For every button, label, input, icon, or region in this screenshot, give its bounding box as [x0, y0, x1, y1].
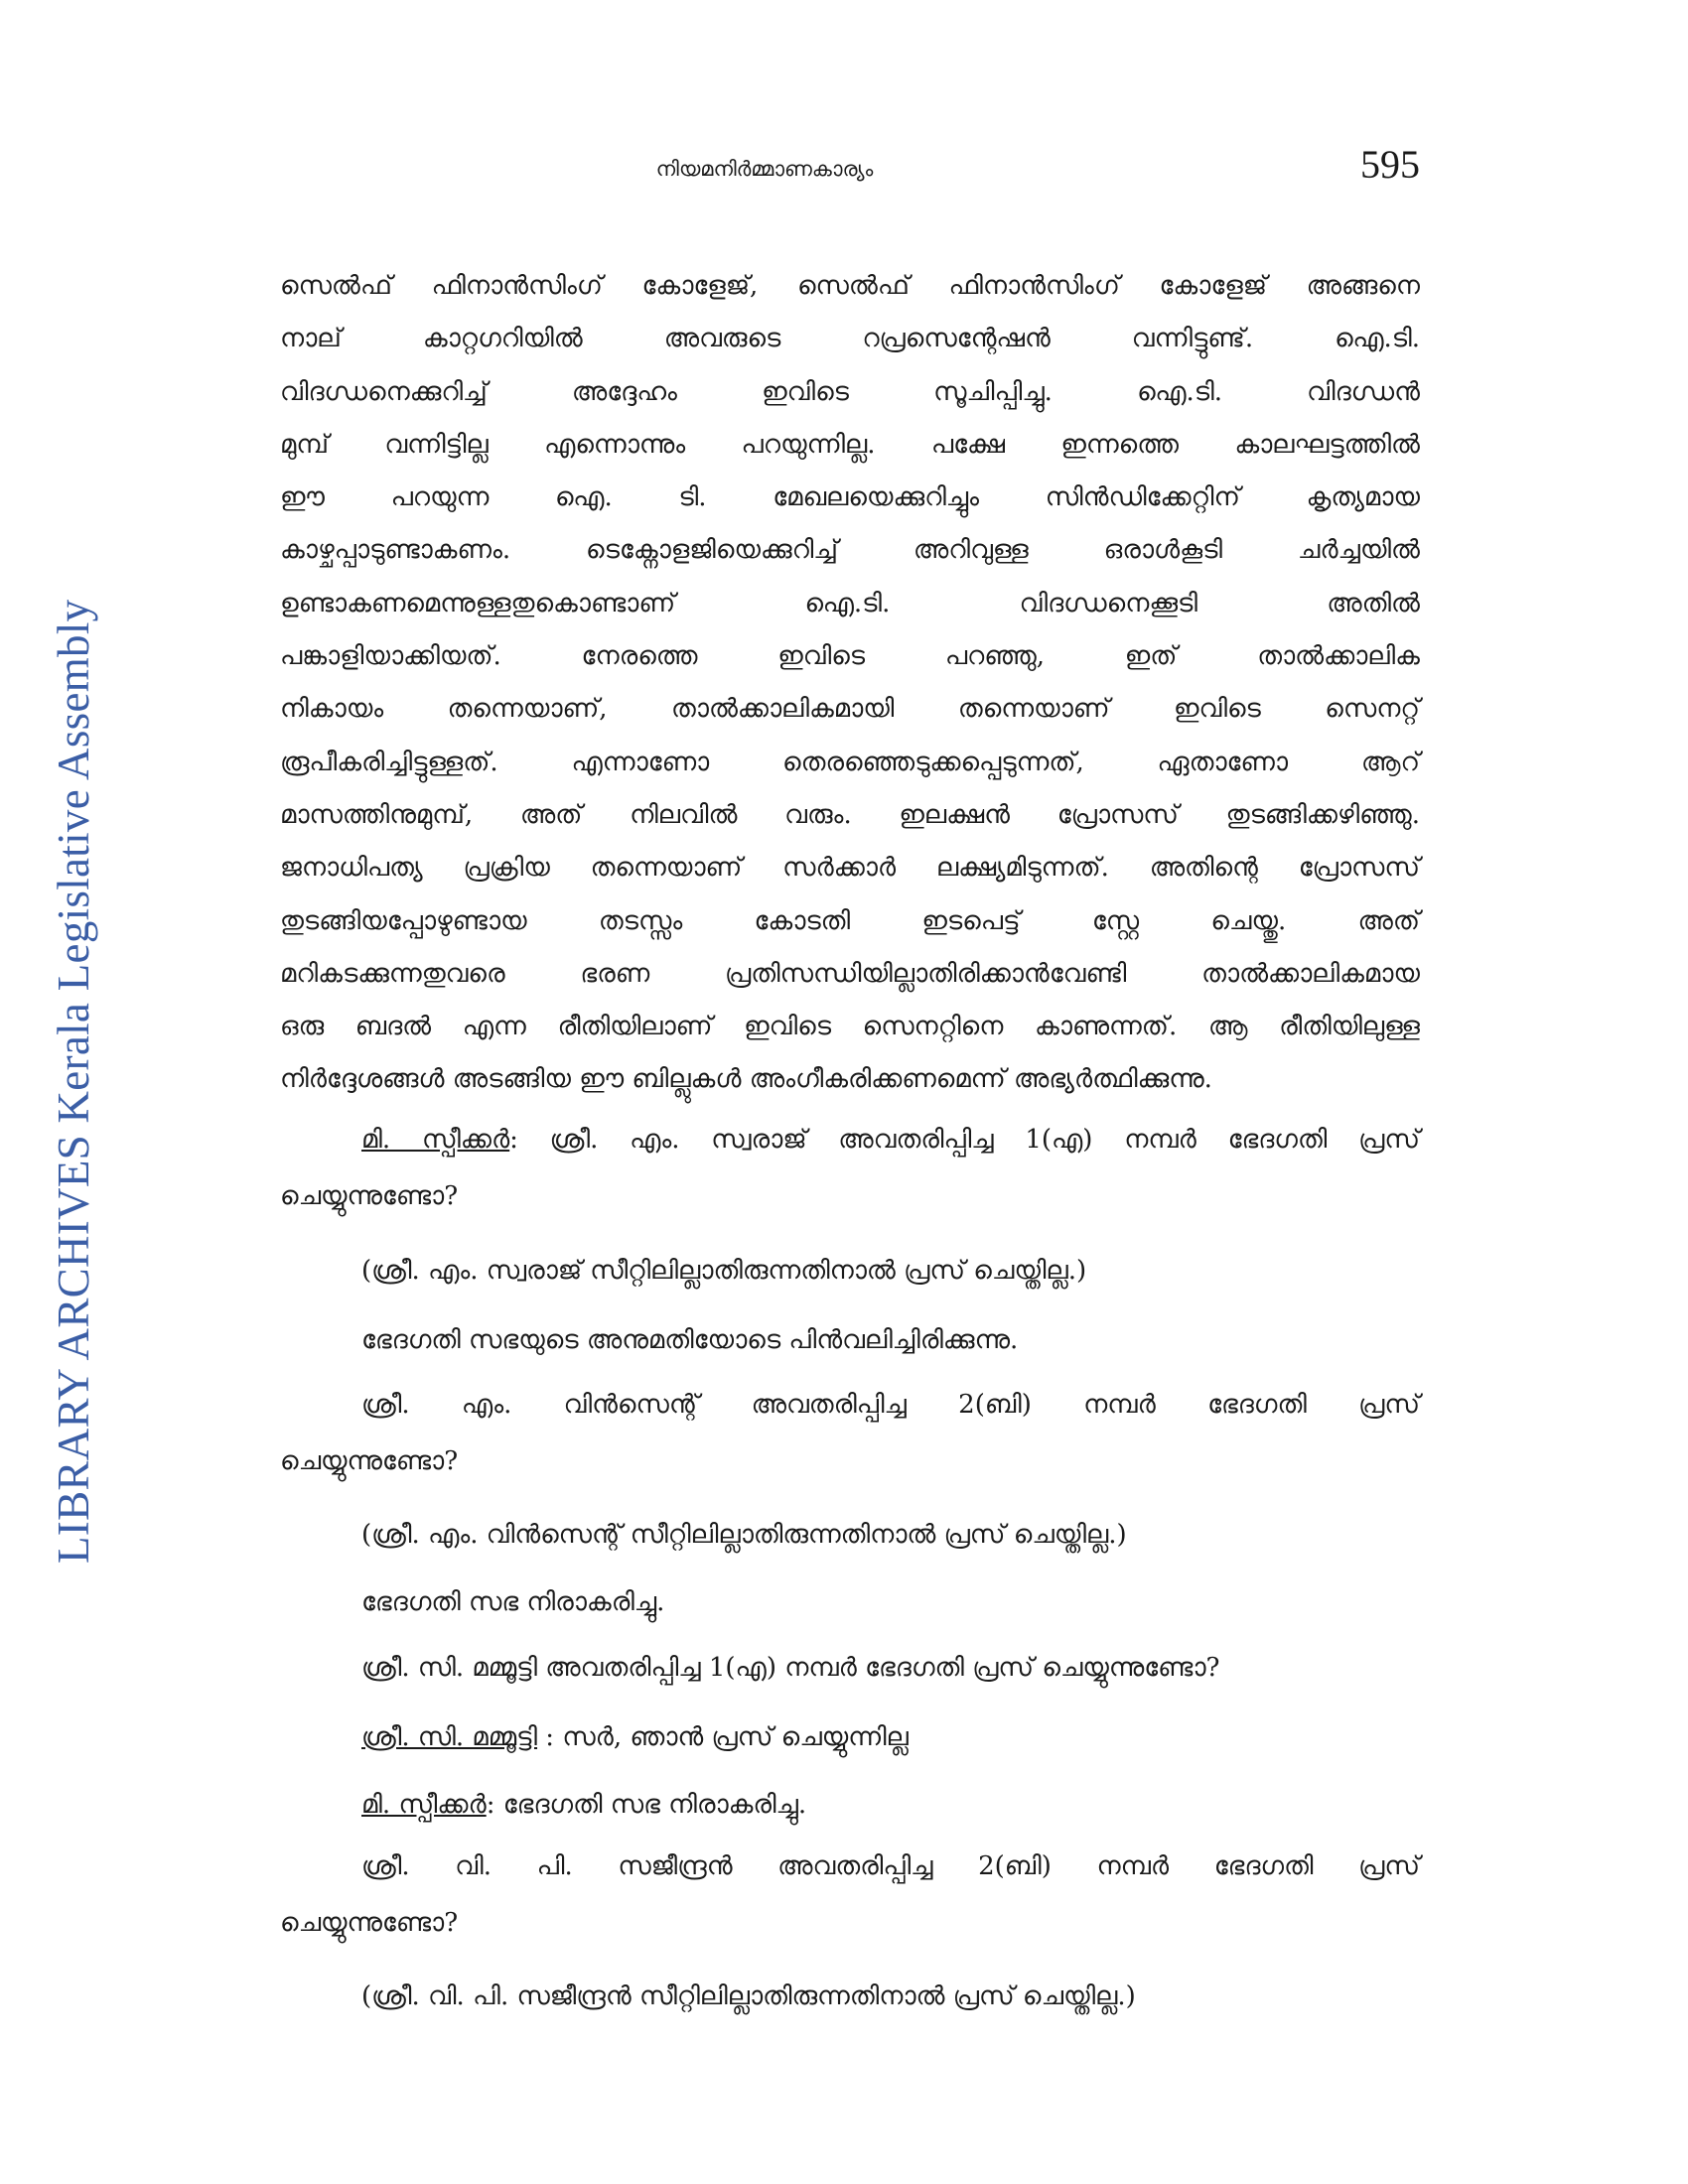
archive-watermark: LIBRARY ARCHIVES Kerala Legislative Assembly	[49, 599, 98, 1564]
note-text: (ശ്രീ. എം. സ്വരാജ് സീറ്റിലില്ലാതിരുന്നതിനാൽ പ്രസ് ചെയ്തില്ല.)	[361, 1256, 1087, 1286]
question-line-end: ചെയ്യുന്നുണ്ടോ?	[280, 1908, 459, 1938]
paragraph-line: സെൽഫ് ഫിനാൻസിംഗ് കോളേജ്, സെൽഫ് ഫിനാൻസിംഗ് കോളേജ് അങ്ങനെ	[280, 271, 1420, 301]
paragraph-line: പങ്കാളിയാക്കിയത്. നേരത്തെ ഇവിടെ പറഞ്ഞു, ഇത് താൽക്കാലിക	[280, 641, 1420, 672]
question-line: ശ്രീ. സി. മമ്മൂട്ടി അവതരിപ്പിച്ച 1(എ) നമ്പർ ഭേദഗതി പ്രസ് ചെയ്യുന്നുണ്ടോ?	[361, 1653, 1220, 1683]
speaker-ruling	[280, 1777, 1420, 1834]
note-text: (ശ്രീ. എം. വിൻസെന്റ് സീറ്റിലില്ലാതിരുന്നതിനാൽ പ്രസ് ചെയ്തില്ല.)	[361, 1520, 1127, 1550]
member-response	[280, 1709, 1420, 1766]
result-rejected-1	[280, 1574, 1420, 1631]
paragraph-line: മാസത്തിനുമുമ്പ്, അത് നിലവിൽ വരും. ഇലക്ഷൻ പ്രോസസ് തുടങ്ങിക്കഴിഞ്ഞു.	[280, 799, 1420, 830]
page-header-title: നിയമനിർമ്മാണകാര്യം	[655, 157, 874, 181]
response-text: : സർ, ഞാൻ പ്രസ് ചെയ്യുന്നില്ല	[537, 1722, 909, 1752]
paragraph-line: മുമ്പ് വന്നിട്ടില്ല എന്നൊന്നും പറയുന്നില്ല. പക്ഷേ ഇന്നത്തെ കാലഘട്ടത്തിൽ	[280, 429, 1420, 460]
paragraph-line: തുടങ്ങിയപ്പോഴുണ്ടായ തടസ്സം കോടതി ഇടപെട്ട് സ്റ്റേ ചെയ്തു. അത്	[280, 905, 1420, 936]
result-withdrawn	[280, 1312, 1420, 1369]
speaker-name: മി. സ്പീക്കർ	[361, 1125, 510, 1155]
response-line	[280, 1709, 1420, 1766]
note-not-pressed-1	[280, 1243, 1420, 1299]
paragraph-line: നാല് കാറ്റഗറിയിൽ അവരുടെ റപ്രസെന്റേഷൻ വന്നിട്ടുണ്ട്. ഐ.ടി.	[280, 324, 1420, 354]
paragraph-line: നിർദ്ദേശങ്ങൾ അടങ്ങിയ ഈ ബില്ലുകൾ അംഗീകരിക്കണമെന്ന് അഭ്യർത്ഥിക്കുന്നു.	[280, 1064, 1212, 1095]
question-line-end: ചെയ്യുന്നുണ്ടോ?	[280, 1181, 459, 1211]
note-not-pressed-2	[280, 1507, 1420, 1564]
question-line	[280, 1112, 1420, 1168]
result-text: ഭേദഗതി സഭയുടെ അനുമതിയോടെ പിൻവലിച്ചിരിക്കുന്നു.	[361, 1325, 1019, 1355]
paragraph-line: കാഴ്ചപ്പാടുണ്ടാകണം. ടെക്നോളജിയെക്കുറിച്ച് അറിവുള്ള ഒരാൾകൂടി ചർച്ചയിൽ	[280, 535, 1420, 566]
speaker-name: മി. സ്പീക്കർ	[361, 1790, 487, 1820]
note-not-pressed-3	[280, 1969, 1420, 2025]
question-line: ശ്രീ. വി. പി. സജീന്ദ്രൻ അവതരിപ്പിച്ച 2(ബി) നമ്പർ ഭേദഗതി പ്രസ്	[361, 1851, 1420, 1881]
paragraph-line: വിദഗ്ധനെക്കുറിച്ച് അദ്ദേഹം ഇവിടെ സൂചിപ്പിച്ചു. ഐ.ടി. വിദഗ്ധൻ	[280, 376, 1420, 407]
question-line: ശ്രീ. എം. വിൻസെന്റ് അവതരിപ്പിച്ച 2(ബി) നമ്പർ ഭേദഗതി പ്രസ്	[361, 1390, 1420, 1420]
question-2	[280, 1377, 1420, 1490]
paragraph-line: രൂപീകരിച്ചിട്ടുള്ളത്. എന്നാണോ തെരഞ്ഞെടുക്കപ്പെടുന്നത്, ഏതാണോ ആറ്	[280, 747, 1420, 777]
paragraph-line: ജനാധിപത്യ പ്രക്രിയ തന്നെയാണ് സർക്കാർ ലക്ഷ്യമിടുന്നത്. അതിന്റെ പ്രോസസ്	[280, 853, 1420, 884]
note-text: (ശ്രീ. വി. പി. സജീന്ദ്രൻ സീറ്റിലില്ലാതിരുന്നതിനാൽ പ്രസ് ചെയ്തില്ല.)	[361, 1981, 1136, 2011]
paragraph-line: മറികടക്കുന്നതുവരെ ഭരണ പ്രതിസന്ധിയില്ലാതിരിക്കാൻവേണ്ടി താൽക്കാലികമായ	[280, 958, 1420, 989]
question-4	[280, 1839, 1420, 1952]
paragraph-line: ഒരു ബദൽ എന്ന രീതിയിലാണ് ഇവിടെ സെനറ്റിനെ കാണുന്നത്. ആ രീതിയിലുള്ള	[280, 1012, 1420, 1042]
paragraph-line: നികായം തന്നെയാണ്, താൽക്കാലികമായി തന്നെയാണ് ഇവിടെ സെനറ്റ്	[280, 694, 1420, 725]
question-3	[280, 1640, 1420, 1697]
member-name: ശ്രീ. സി. മമ്മൂട്ടി	[361, 1722, 538, 1752]
paragraph-line: ഈ പറയുന്ന ഐ. ടി. മേഖലയെക്കുറിച്ചും സിൻഡിക്കേറ്റിന് കൃത്യമായ	[280, 482, 1420, 513]
question-text: : ശ്രീ. എം. സ്വരാജ് അവതരിപ്പിച്ച 1(എ) നമ്പർ ഭേദഗതി പ്രസ്	[509, 1125, 1420, 1155]
question-line-end: ചെയ്യുന്നുണ്ടോ?	[280, 1446, 459, 1476]
result-text: ഭേദഗതി സഭ നിരാകരിച്ചു.	[361, 1587, 665, 1617]
page-number: 595	[1360, 142, 1420, 187]
ruling-text: : ഭേദഗതി സഭ നിരാകരിച്ചു.	[486, 1790, 807, 1820]
speech-paragraph	[280, 260, 1420, 1107]
speaker-question-1	[280, 1112, 1420, 1225]
paragraph-line: ഉണ്ടാകണമെന്നുള്ളതുകൊണ്ടാണ് ഐ.ടി. വിദഗ്ധനെക്കൂടി അതിൽ	[280, 588, 1420, 618]
ruling-line	[280, 1777, 1420, 1834]
